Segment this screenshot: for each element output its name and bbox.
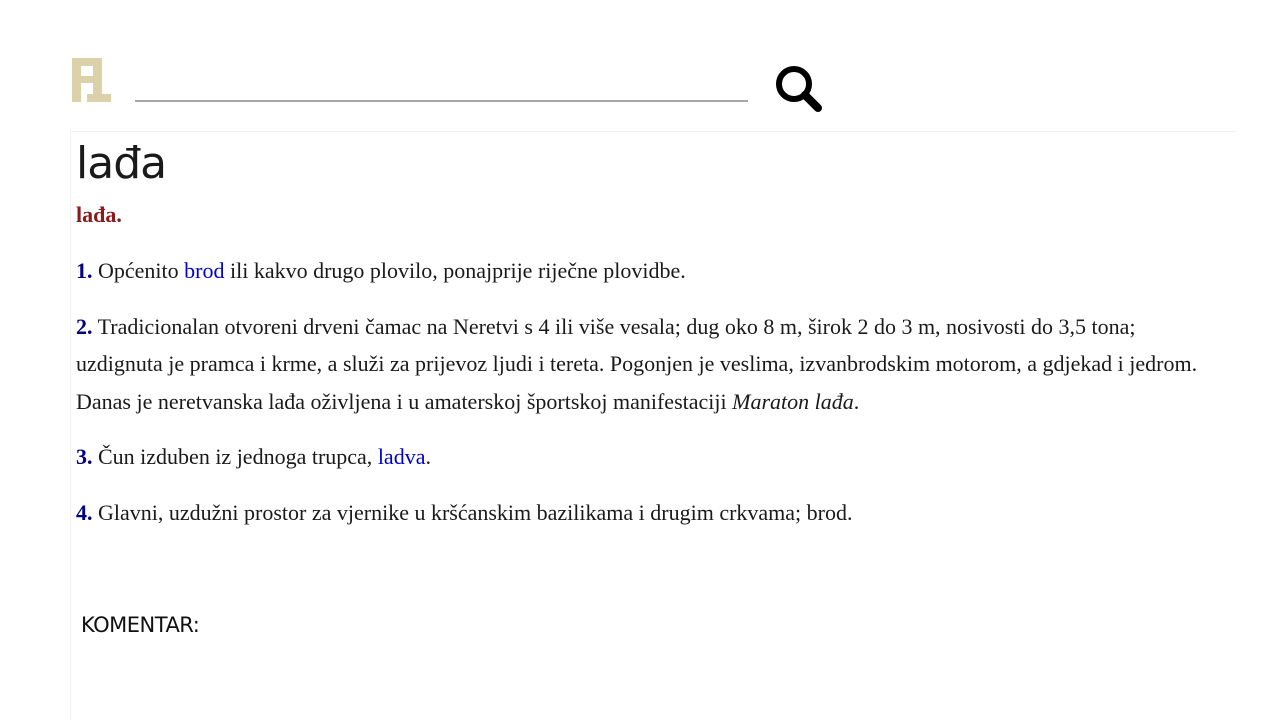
content-left-border (70, 128, 71, 720)
definition-number: 4. (76, 499, 93, 525)
definition-item (76, 308, 1216, 421)
definition-item (76, 494, 1216, 532)
entry-content (76, 136, 1216, 549)
definition-text: . (853, 388, 860, 414)
definition-text: Općenito (92, 258, 185, 283)
cross-reference-link[interactable]: brod (184, 258, 225, 283)
dictionary-logo-icon[interactable] (72, 58, 112, 104)
definition-item (76, 252, 1216, 290)
page-title: lađa (76, 138, 167, 189)
headword: lađa. (76, 202, 122, 227)
cross-reference-link[interactable]: ladva (377, 444, 426, 469)
definition-text: Tradicionalan otvoreni drveni čamac na Neretvi s 4 ili više vesala; dug oko 8 m, širok 2 do 3 m, nosivosti do 3,5 tona; uzdignuta je pramca i krme, a služi za prijevoz ljudi i tereta. Pogonjen je veslima, izvanbrodskim motorom, a gdjekad i jedrom. Danas je neretvanska lađa oživljena i u amaterskoj športskoj manifestaciji (76, 313, 1198, 414)
definition-item (76, 438, 1216, 476)
search-input[interactable] (135, 74, 748, 102)
definition-list (76, 252, 1216, 531)
comment-section-label: KOMENTAR: (81, 613, 200, 637)
definition-text: Glavni, uzdužni prostor za vjernike u kršćanskim bazilikama i drugim crkvama; brod. (92, 499, 853, 525)
definition-text: Čun izduben iz jednoga trupca, (92, 444, 378, 469)
search-button[interactable] (770, 60, 826, 116)
definition-number: 3. (76, 444, 93, 469)
magnifier-icon (770, 60, 826, 116)
definition-number: 2. (76, 313, 93, 339)
definition-italic-text: Maraton lađa (732, 388, 854, 414)
logo-graphic (72, 58, 112, 104)
definition-text: . (425, 444, 431, 469)
header (70, 40, 1236, 132)
definition-number: 1. (76, 258, 93, 283)
definition-text: ili kakvo drugo plovilo, ponajprije riječne plovidbe. (224, 258, 686, 283)
